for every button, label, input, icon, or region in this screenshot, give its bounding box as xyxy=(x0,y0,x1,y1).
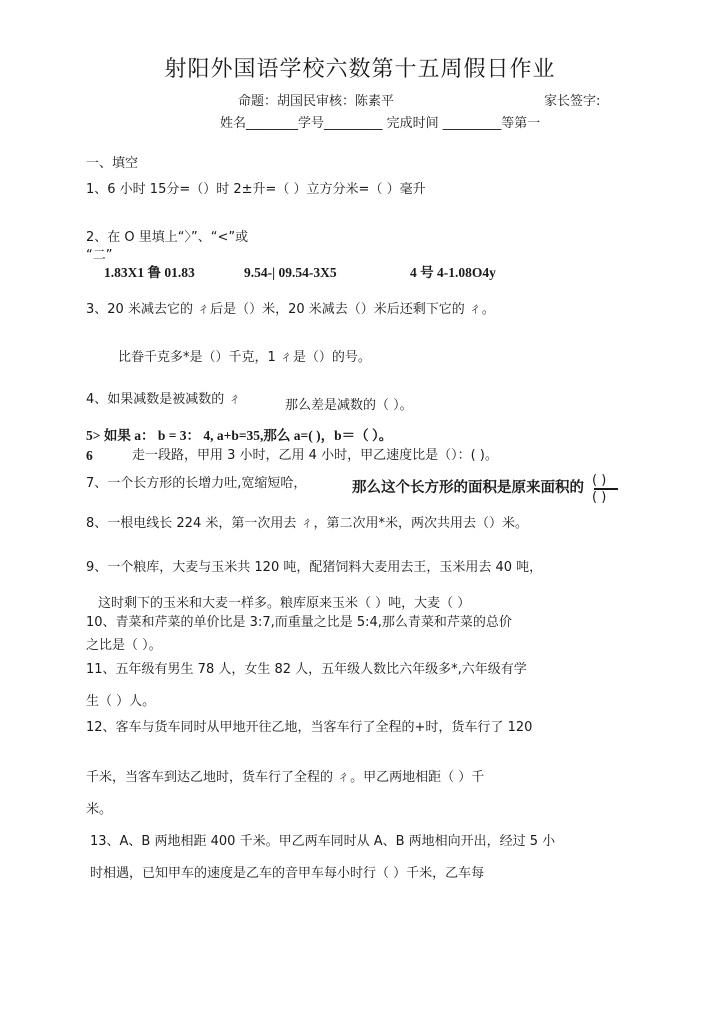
question-6: 走一段路，甲用 3 小时，乙用 4 小时，甲乙速度比是（）：( )。 xyxy=(132,448,498,463)
question-7-part2: 那么这个长方形的面积是原来面积的 xyxy=(352,480,584,496)
question-13-line1: 13、A、B 两地相距 400 千米。甲乙两车同时从 A、B 两地相向开出，经过 5 小 xyxy=(90,834,556,849)
page-title: 射阳外国语学校六数第十五周假日作业 xyxy=(164,57,556,82)
question-5: 5> 如果 a： b = 3： 4, a+b=35,那么 a=( )，b＝（ ）。 xyxy=(86,428,393,443)
fraction-denominator: ( ) xyxy=(592,490,607,505)
question-7-fraction xyxy=(592,474,620,504)
question-3-line2: 比眷千克多*是（）千克，1 ㄔ是（）的号。 xyxy=(118,350,371,365)
question-8: 8、一根电线长 224 米，第一次用去 ㄔ，第二次用*米，两次共用去（）米。 xyxy=(86,516,528,531)
question-10-line2: 之比是（ ）。 xyxy=(86,638,162,653)
section-heading: 一、填空 xyxy=(86,156,139,171)
question-10-line1: 10、青菜和芹菜的单价比是 3:7,而重量之比是 5:4,那么青菜和芹菜的总价 xyxy=(86,615,512,630)
question-1: 1、6 小时 15分=（）时 2±升=（ ）立方分米=（ ）毫升 xyxy=(86,182,426,197)
question-12-line1: 12、客车与货车同时从甲地开往乙地，当客车行了全程的+时，货车行了 120 xyxy=(86,720,533,735)
question-9-line1: 9、一个粮库，大麦与玉米共 120 吨，配猪饲料大麦用去王，玉米用去 40 吨， xyxy=(86,560,543,575)
question-12-line3: 米。 xyxy=(86,802,113,817)
question-2-line2: “二” xyxy=(86,248,113,263)
question-11-line1: 11、五年级有男生 78 人，女生 82 人，五年级人数比六年级多*,六年级有学 xyxy=(86,662,527,677)
question-13-line2: 时相遇，已知甲车的速度是乙车的音甲车每小时行（ ）千米，乙车每 xyxy=(90,866,485,881)
question-6-number: 6 xyxy=(86,448,93,463)
question-11-line2: 生（ ）人。 xyxy=(86,694,156,709)
question-2-item-3: 4 号 4-1.08O4y xyxy=(410,265,496,280)
question-4-part1: 4、如果减数是被减数的 ㄔ xyxy=(86,392,242,407)
question-3-line1: 3、20 米减去它的 ㄔ后是（）米，20 米减去（）米后还剩下它的 ㄔ。 xyxy=(86,302,495,317)
question-12-line2: 千米，当客车到达乙地时，货车行了全程的 ㄔ。甲乙两地相距（ ）千 xyxy=(86,770,485,785)
parent-signature-label: 家长签字: xyxy=(544,94,601,109)
student-info-line: 姓名________学号_________ 完成时间 _________等第一 xyxy=(220,116,541,131)
author-line: 命题：胡国民审核：陈素平 xyxy=(238,94,395,109)
question-4-part2: 那么差是减数的（ ）。 xyxy=(285,398,413,413)
fraction-numerator: ( ) xyxy=(592,473,607,488)
question-2-item-1: 1.83X1 鲁 01.83 xyxy=(104,265,195,280)
question-2-line1: 2、在 O 里填上“〉”、“<”或 xyxy=(86,230,249,245)
question-7-part1: 7、一个长方形的长增力吐,宽缩短哈， xyxy=(86,476,307,491)
question-9-line2: 这时剩下的玉米和大麦一样多。粮库原来玉米（ ）吨，大麦（ ） xyxy=(98,596,471,611)
question-2-item-2: 9.54-| 09.54-3X5 xyxy=(244,265,337,280)
